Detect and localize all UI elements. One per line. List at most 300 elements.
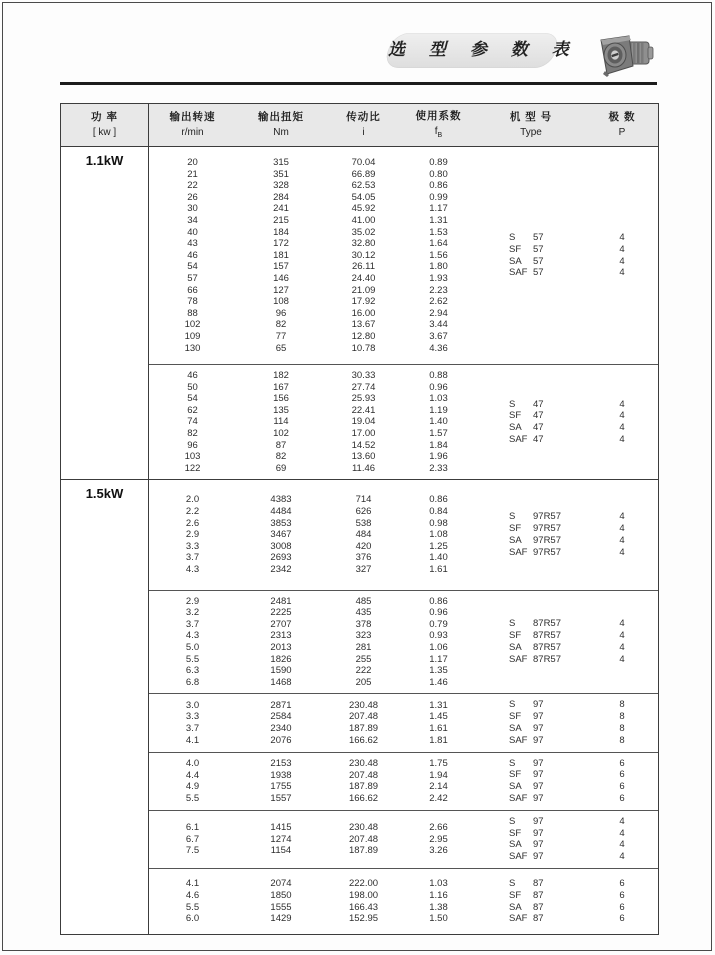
- poles-value: 6: [619, 889, 625, 901]
- table-row: [149, 273, 476, 285]
- torque-value: 4383: [270, 494, 292, 506]
- ratio-value: 230.48: [348, 699, 379, 711]
- speed-value: 109: [184, 330, 201, 342]
- type-value: [476, 851, 586, 863]
- factor-value: 1.80: [429, 261, 448, 273]
- type-row: [476, 244, 658, 256]
- speed-value: 5.5: [185, 901, 200, 913]
- factor-value: 1.16: [429, 889, 448, 901]
- speed-value: 54: [187, 261, 198, 273]
- factor-value: 0.79: [429, 618, 448, 630]
- table-row: [149, 758, 476, 770]
- speed-value: 46: [187, 370, 198, 382]
- factor-value: 1.06: [429, 641, 448, 653]
- type-prefix: SAF: [509, 792, 528, 804]
- factor-value: 1.08: [429, 529, 448, 541]
- speed-value: 3.7: [185, 618, 200, 630]
- poles-value: 4: [619, 243, 625, 255]
- type-prefix: SA: [509, 255, 522, 267]
- type-value: [476, 642, 586, 654]
- torque-value: 2707: [270, 618, 292, 630]
- header-poles: 极 数 P: [608, 111, 636, 139]
- ratio-value: 626: [355, 506, 372, 518]
- factor-value: 1.96: [429, 451, 448, 463]
- type-prefix: S: [509, 398, 516, 410]
- torque-value: 241: [273, 203, 289, 215]
- poles-value: 8: [619, 722, 625, 734]
- type-value: [476, 723, 586, 735]
- type-model: 97: [533, 734, 544, 746]
- factor-value: 1.19: [429, 404, 448, 416]
- torque-value: 2076: [270, 734, 292, 746]
- type-value: [476, 781, 586, 793]
- torque-value: 2153: [270, 757, 292, 769]
- type-model: 57: [533, 267, 544, 279]
- table-row: [149, 157, 476, 169]
- torque-value: 77: [275, 330, 287, 342]
- type-row: [476, 781, 658, 793]
- type-prefix: SF: [509, 827, 522, 839]
- type-model: 97: [533, 827, 544, 839]
- table-row: [149, 793, 476, 805]
- page-header: [0, 0, 715, 100]
- factor-value: 1.81: [429, 734, 448, 746]
- type-model: 87: [533, 901, 544, 913]
- ratio-value: 166.62: [348, 734, 379, 746]
- type-prefix: S: [509, 815, 516, 827]
- speed-value: 103: [184, 451, 201, 463]
- ratio-value: 378: [355, 618, 372, 630]
- power-cell: [61, 480, 149, 589]
- torque-value: 328: [273, 180, 289, 192]
- type-prefix: S: [509, 757, 516, 769]
- type-rows: [476, 758, 658, 805]
- type-model: 47: [533, 434, 544, 446]
- factor-value: 1.03: [429, 393, 448, 405]
- type-prefix: SA: [509, 839, 522, 851]
- factor-value: 2.14: [429, 781, 448, 793]
- ratio-value: 222: [355, 665, 372, 677]
- type-value: [476, 758, 586, 770]
- type-row: [476, 618, 658, 630]
- torque-value: 114: [273, 416, 289, 428]
- ratio-value: 19.04: [351, 416, 376, 428]
- type-value: [476, 399, 586, 411]
- type-prefix: SA: [509, 641, 522, 653]
- type-row: [476, 547, 658, 559]
- factor-value: 1.46: [429, 676, 448, 688]
- block-content: [149, 480, 658, 589]
- speed-value: 3.7: [185, 722, 200, 734]
- poles-value: 4: [619, 653, 625, 665]
- table-row: [149, 700, 476, 712]
- type-value: [476, 902, 586, 914]
- data-rows: [149, 370, 476, 474]
- ratio-value: 54.05: [351, 191, 376, 203]
- factor-value: 2.66: [429, 821, 448, 833]
- table-body: [61, 147, 658, 934]
- ratio-value: 207.48: [348, 833, 379, 845]
- type-value: [476, 232, 586, 244]
- poles-value: 4: [619, 422, 625, 434]
- table-block: [61, 693, 658, 751]
- block-content: [149, 810, 658, 868]
- speed-value: 78: [187, 296, 198, 308]
- type-model: 97: [533, 851, 544, 863]
- type-value: [476, 890, 586, 902]
- table-row: [149, 215, 476, 227]
- factor-value: 0.89: [429, 157, 448, 168]
- type-value: [476, 434, 586, 446]
- ratio-value: 30.12: [351, 249, 376, 261]
- type-row: [476, 769, 658, 781]
- table-row: [149, 203, 476, 215]
- table-row: [149, 902, 476, 914]
- speed-value: 4.3: [185, 564, 200, 575]
- type-prefix: SAF: [509, 653, 528, 665]
- table-row: [149, 180, 476, 192]
- factor-value: 0.80: [429, 168, 448, 180]
- factor-value: 1.40: [429, 552, 448, 564]
- table-block: [61, 810, 658, 868]
- type-value: [476, 422, 586, 434]
- factor-value: 0.86: [429, 494, 448, 506]
- factor-value: 1.50: [429, 913, 448, 925]
- poles-value: 4: [619, 827, 625, 839]
- speed-value: 130: [184, 342, 201, 354]
- type-prefix: SA: [509, 781, 522, 793]
- ratio-value: 166.43: [348, 901, 379, 913]
- ratio-value: 207.48: [348, 711, 379, 723]
- speed-value: 74: [187, 416, 198, 428]
- type-prefix: S: [509, 511, 516, 523]
- type-row: [476, 839, 658, 851]
- type-row: [476, 654, 658, 666]
- torque-value: 2074: [270, 878, 292, 890]
- speed-value: 5.5: [185, 653, 200, 665]
- speed-value: 43: [187, 238, 198, 250]
- type-row: [476, 793, 658, 805]
- ratio-value: 222.00: [348, 878, 379, 890]
- poles-value: 6: [619, 792, 625, 804]
- speed-value: 62: [187, 404, 198, 416]
- type-prefix: SA: [509, 901, 522, 913]
- torque-value: 1415: [270, 821, 292, 833]
- factor-value: 2.62: [429, 296, 448, 308]
- factor-value: 0.99: [429, 191, 448, 203]
- factor-value: 0.88: [429, 370, 448, 382]
- ratio-value: 26.11: [351, 261, 376, 273]
- factor-value: 1.31: [429, 699, 448, 711]
- block-content: [149, 147, 658, 364]
- table-row: [149, 677, 476, 689]
- table-row: [149, 770, 476, 782]
- factor-value: 0.98: [429, 517, 448, 529]
- table-row: [149, 227, 476, 239]
- table-row: [149, 370, 476, 382]
- power-cell: [61, 590, 149, 694]
- factor-value: 1.56: [429, 249, 448, 261]
- type-row: [476, 511, 658, 523]
- table-row: [149, 192, 476, 204]
- poles-value: 6: [619, 877, 625, 889]
- ratio-value: 281: [355, 641, 372, 653]
- data-rows: [149, 494, 476, 575]
- type-row: [476, 711, 658, 723]
- speed-value: 6.1: [185, 821, 200, 833]
- torque-value: 2342: [270, 564, 292, 575]
- poles-value: 4: [619, 535, 625, 547]
- ratio-value: 538: [355, 517, 372, 529]
- table-row: [149, 913, 476, 925]
- header-service-factor: 使用系数 $f_B$: [415, 109, 462, 140]
- factor-value: 2.42: [429, 792, 448, 804]
- table-row: [149, 463, 476, 475]
- ratio-value: 41.00: [351, 214, 376, 226]
- ratio-value: 484: [355, 529, 372, 541]
- ratio-value: 420: [355, 540, 372, 552]
- poles-value: 8: [619, 734, 625, 746]
- type-prefix: SAF: [509, 913, 528, 925]
- torque-value: 284: [273, 191, 289, 203]
- type-model: 57: [533, 231, 544, 243]
- type-value: [476, 699, 586, 711]
- type-rows: [476, 494, 658, 575]
- speed-value: 22: [187, 180, 198, 192]
- speed-value: 4.9: [185, 781, 200, 793]
- torque-value: 4484: [270, 506, 292, 518]
- type-prefix: S: [509, 231, 516, 243]
- type-row: [476, 913, 658, 925]
- type-value: [476, 535, 586, 547]
- speed-value: 7.5: [185, 845, 200, 857]
- type-model: 97: [533, 711, 544, 723]
- factor-value: 2.94: [429, 307, 448, 319]
- type-model: 87: [533, 877, 544, 889]
- type-model: 87R57: [533, 641, 561, 653]
- header-rule: [60, 82, 657, 85]
- type-model: 97: [533, 769, 544, 781]
- block-content: [149, 868, 658, 934]
- type-model: 57: [533, 255, 544, 267]
- type-rows: [476, 157, 658, 354]
- type-model: 87: [533, 913, 544, 925]
- factor-value: 1.61: [429, 564, 448, 575]
- table-row: [149, 596, 476, 608]
- poles-value: 4: [619, 546, 625, 558]
- ratio-value: 12.80: [351, 330, 376, 342]
- poles-value: 4: [619, 630, 625, 642]
- type-model: 97: [533, 815, 544, 827]
- table-block: [61, 479, 658, 589]
- ratio-value: 22.41: [351, 404, 376, 416]
- type-model: 47: [533, 398, 544, 410]
- ratio-value: 45.92: [351, 203, 376, 215]
- torque-value: 182: [273, 370, 289, 382]
- poles-value: 4: [619, 255, 625, 267]
- poles-value: 4: [619, 839, 625, 851]
- table-row: [149, 564, 476, 576]
- header-power: 功 率 [ kw ]: [61, 104, 149, 146]
- speed-value: 5.5: [185, 792, 200, 804]
- poles-value: 4: [619, 815, 625, 827]
- poles-value: 4: [619, 434, 625, 446]
- table-row: [149, 250, 476, 262]
- torque-value: 2313: [270, 630, 292, 642]
- table-block: [61, 752, 658, 810]
- speed-value: 26: [187, 191, 198, 203]
- ratio-value: 187.89: [348, 781, 379, 793]
- ratio-value: 11.46: [351, 462, 376, 474]
- torque-value: 65: [275, 342, 287, 354]
- torque-value: 87: [275, 439, 287, 451]
- torque-value: 1850: [270, 889, 292, 901]
- header-speed: 输出转速 r/min: [169, 111, 216, 139]
- poles-value: 6: [619, 757, 625, 769]
- table-row: [149, 393, 476, 405]
- table-row: [149, 169, 476, 181]
- factor-value: 1.35: [429, 665, 448, 677]
- poles-value: 4: [619, 851, 625, 863]
- power-cell: [61, 147, 149, 364]
- data-rows: [149, 157, 476, 354]
- type-prefix: SAF: [509, 546, 528, 558]
- table-row: [149, 428, 476, 440]
- speed-value: 46: [187, 249, 198, 261]
- table-row: [149, 440, 476, 452]
- type-model: 97R57: [533, 546, 561, 558]
- factor-value: 1.57: [429, 428, 448, 440]
- factor-value: 1.94: [429, 769, 448, 781]
- ratio-value: 16.00: [351, 307, 376, 319]
- block-content: [149, 364, 658, 479]
- type-model: 97: [533, 757, 544, 769]
- header-ratio: 传动比 i: [346, 111, 381, 139]
- factor-value: 0.96: [429, 607, 448, 619]
- ratio-value: 14.52: [351, 439, 376, 451]
- type-prefix: SF: [509, 243, 522, 255]
- factor-value: 0.93: [429, 630, 448, 642]
- factor-value: 1.61: [429, 722, 448, 734]
- type-row: [476, 735, 658, 747]
- speed-value: 6.0: [185, 913, 200, 925]
- speed-value: 3.3: [185, 711, 200, 723]
- power-cell: [61, 810, 149, 868]
- type-model: 97R57: [533, 523, 561, 535]
- torque-value: 167: [273, 381, 289, 393]
- type-rows: [476, 878, 658, 925]
- type-value: [476, 523, 586, 535]
- ratio-value: 230.48: [348, 757, 379, 769]
- ratio-value: 13.60: [351, 451, 376, 463]
- table-row: [149, 416, 476, 428]
- torque-value: 1274: [270, 833, 292, 845]
- type-row: [476, 816, 658, 828]
- power-cell: [61, 868, 149, 934]
- speed-value: 20: [187, 157, 198, 168]
- type-model: 47: [533, 422, 544, 434]
- poles-value: 4: [619, 641, 625, 653]
- data-rows: [149, 699, 476, 746]
- torque-value: 1938: [270, 769, 292, 781]
- speed-value: 4.0: [185, 757, 200, 769]
- data-rows: [149, 596, 476, 689]
- type-model: 87R57: [533, 653, 561, 665]
- speed-value: 2.0: [185, 494, 200, 506]
- type-prefix: SF: [509, 630, 522, 642]
- ratio-value: 435: [355, 607, 372, 619]
- torque-value: 3467: [270, 529, 292, 541]
- type-row: [476, 535, 658, 547]
- factor-value: 4.36: [429, 342, 448, 354]
- type-prefix: SA: [509, 722, 522, 734]
- torque-value: 82: [275, 451, 287, 463]
- torque-value: 2225: [270, 607, 292, 619]
- type-row: [476, 851, 658, 863]
- ratio-value: 27.74: [351, 381, 376, 393]
- speed-value: 2.9: [185, 529, 200, 541]
- type-rows: [476, 596, 658, 689]
- ratio-value: 30.33: [351, 370, 376, 382]
- type-value: [476, 878, 586, 890]
- ratio-value: 17.00: [351, 428, 376, 440]
- poles-value: 6: [619, 901, 625, 913]
- table-row: [149, 607, 476, 619]
- torque-value: 135: [273, 404, 289, 416]
- table-row: [149, 619, 476, 631]
- power-cell: [61, 693, 149, 751]
- table-row: [149, 822, 476, 834]
- torque-value: 1468: [270, 676, 292, 688]
- torque-value: 2693: [270, 552, 292, 564]
- poles-value: 8: [619, 699, 625, 711]
- torque-value: 96: [275, 307, 287, 319]
- factor-value: 0.86: [429, 180, 448, 192]
- type-row: [476, 699, 658, 711]
- ratio-value: 17.92: [351, 296, 376, 308]
- speed-value: 6.8: [185, 676, 200, 688]
- table-row: [149, 711, 476, 723]
- factor-value: 1.03: [429, 878, 448, 890]
- data-rows: [149, 816, 476, 863]
- poles-value: 4: [619, 231, 625, 243]
- block-content: [149, 693, 658, 751]
- type-row: [476, 232, 658, 244]
- ratio-value: 230.48: [348, 821, 379, 833]
- type-prefix: S: [509, 618, 516, 630]
- ratio-value: 207.48: [348, 769, 379, 781]
- speed-value: 40: [187, 226, 198, 238]
- selection-table: [60, 103, 659, 935]
- factor-value: 1.25: [429, 540, 448, 552]
- torque-value: 2481: [270, 595, 292, 607]
- type-value: [476, 630, 586, 642]
- factor-value: 0.84: [429, 506, 448, 518]
- type-row: [476, 399, 658, 411]
- table-row: [149, 529, 476, 541]
- type-row: [476, 723, 658, 735]
- type-model: 87R57: [533, 630, 561, 642]
- table-row: [149, 308, 476, 320]
- factor-value: 0.96: [429, 381, 448, 393]
- speed-value: 5.0: [185, 641, 200, 653]
- factor-value: 1.31: [429, 214, 448, 226]
- type-model: 57: [533, 243, 544, 255]
- type-value: [476, 410, 586, 422]
- type-row: [476, 890, 658, 902]
- ratio-value: 62.53: [351, 180, 376, 192]
- table-block: [61, 868, 658, 934]
